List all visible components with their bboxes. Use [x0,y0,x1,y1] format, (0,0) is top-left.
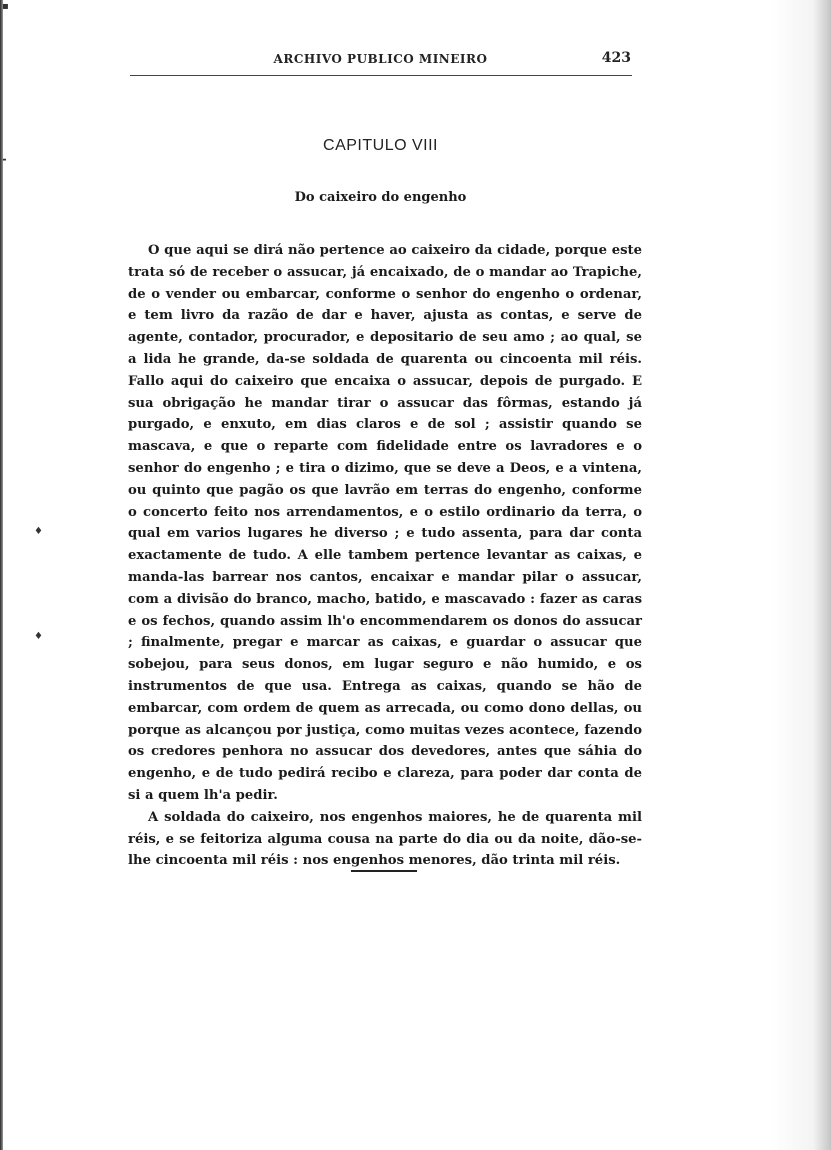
page-number: 423 [601,50,631,66]
paragraph: A soldada do caixeiro, nos engenhos maiores, he de quarenta mil réis, e se feitoriza alguma cousa na parte do dia ou da noite, dão-se-lhe cincoenta mil réis : nos engenhos menores, dão trinta mil réis. [128,809,642,869]
page-left-edge [0,0,3,1150]
running-header [128,50,633,72]
running-title: ARCHIVO PUBLICO MINEIRO [273,52,488,66]
header-rule [130,75,632,76]
body-text [128,240,642,872]
page-right-edge-shadow [771,0,831,1150]
paragraph: O que aqui se dirá não pertence ao caixeiro da cidade, porque este trata só de receber o assucar, já encaixado, de o mandar ao Trapiche, de o vender ou embarcar, conforme o senhor do engenho o ordenar, e tem livro da razão de dar e haver, ajusta as contas, e serve de agente, contador, procurador, e depositario de seu amo ; ao qual, se a lida he grande, da-se soldada de quarenta ou cincoenta mil réis. Fallo aqui do caixeiro que encaixa o assucar, depois de purgado. E sua obrigação he mandar tirar o assucar das fôrmas, estando já purgado, e enxuto, em dias claros e de sol ; assistir quando se mascava, e que o reparte com fidelidade entre os lavradores e o senhor do engenho ; e tira o dizimo, que se deve a Deos, e a vintena, ou quinto que pagão os que lavrão em terras do engenho, conforme o concerto feito nos arrendamentos, e o estilo ordinario da terra, o qual em varios lugares he diverso ; e tudo assenta, para dar conta exactamente de tudo. A elle tambem pertence levantar as caixas, e manda-las barrear nos cantos, encaixar e mandar pilar o assucar, com a divisão do branco, macho, batido, e mascavado : fazer as caras e os fechos, quando assim lh'o encommendarem os donos do assucar ; finalmente, pregar e marcar as caixas, e guardar o assucar que sobejou, para seus donos, em lugar seguro e não humido, e os instrumentos de que usa. Entrega as caixas, quando se hão de embarcar, com ordem de quem as arrecada, ou como dono dellas, ou porque as alcançou por justiça, como muitas vezes acontece, fazendo os credores penhora no assucar dos devedores, antes que sáhia do engenho, e de tudo pedirá recibo e clareza, para poder dar conta de si a quem lh'a pedir. [128,243,642,803]
chapter-title: CAPITULO VIII [323,137,438,154]
margin-tick: ╸ [3,155,10,166]
margin-dot: ♦ [34,631,43,642]
margin-dot: ♦ [34,526,43,537]
margin-tick: ▪ [2,1,9,12]
end-rule [351,870,417,872]
section-title: Do caixeiro do engenho [294,190,467,205]
